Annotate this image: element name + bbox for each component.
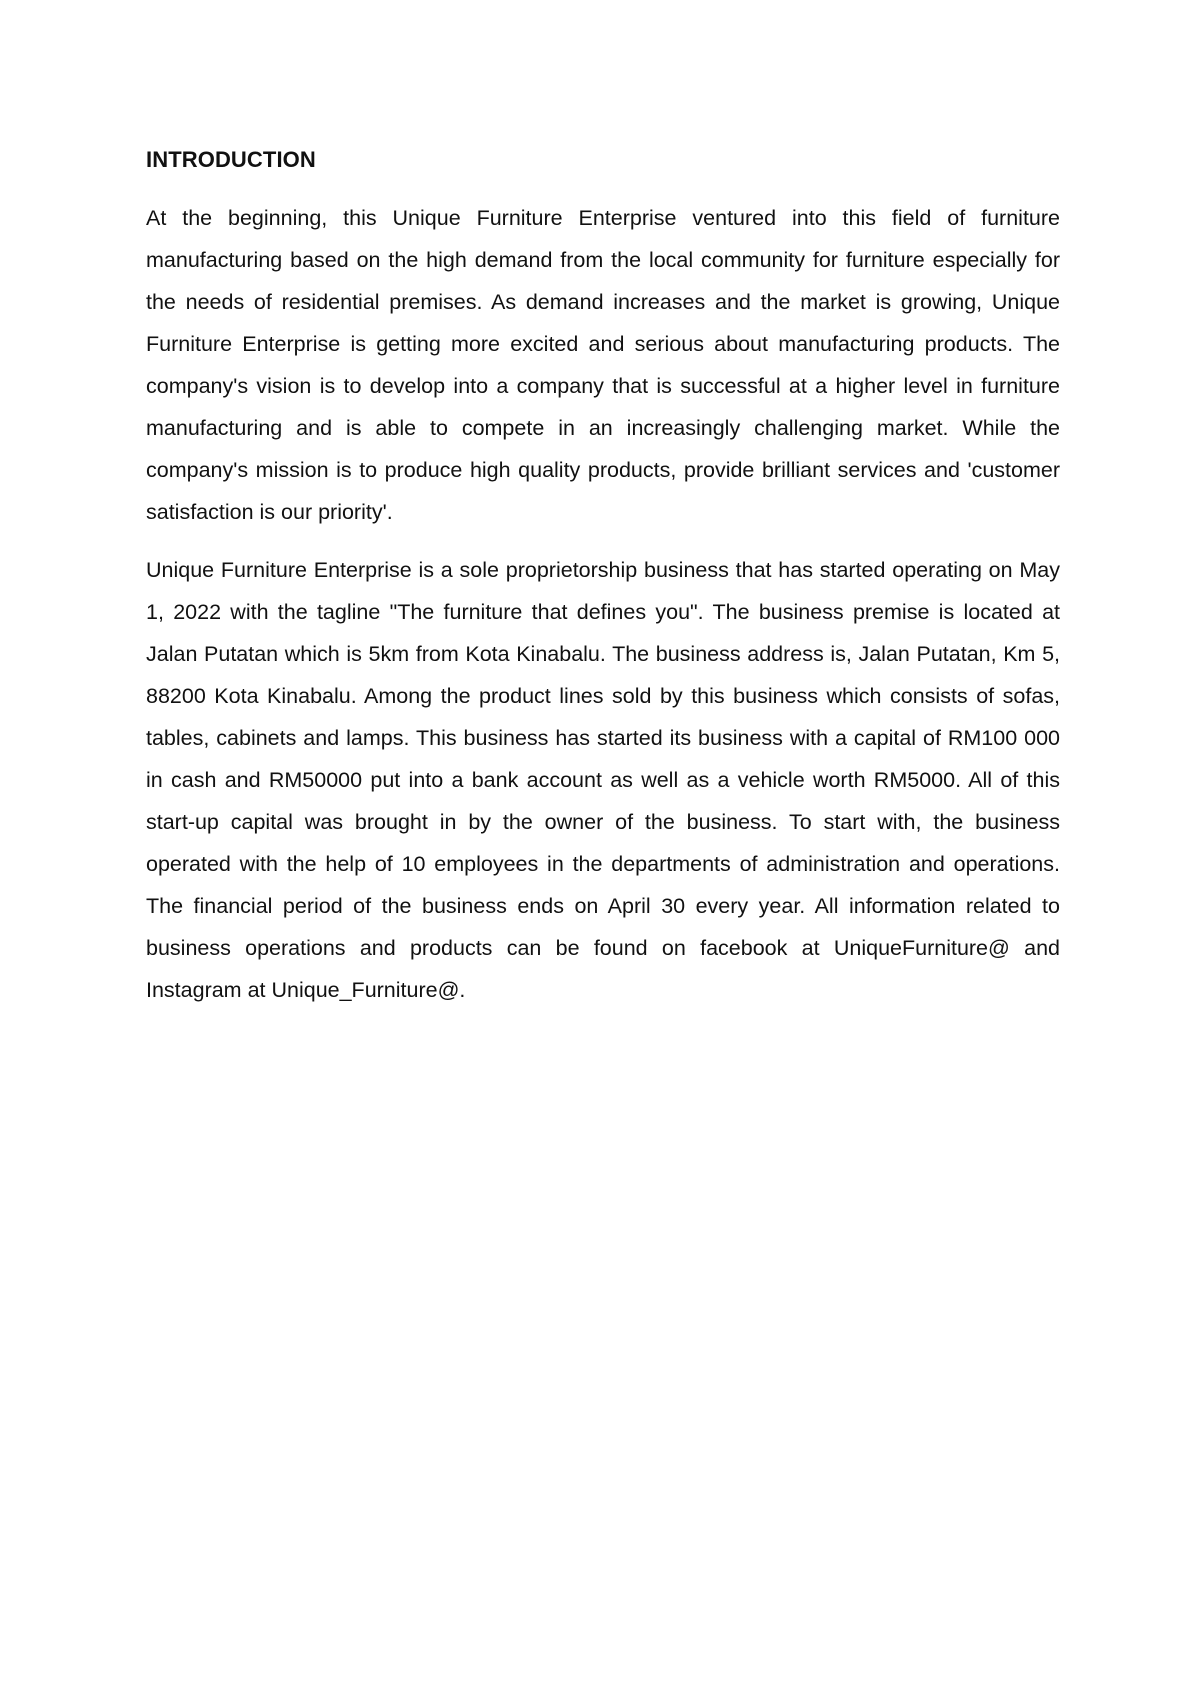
intro-paragraph-2: Unique Furniture Enterprise is a sole proprietorship business that has started operating on May 1, 2022 with the tagline "The furniture that defines you". The business premise is located at Jalan Putatan which is 5km from Kota Kinabalu. The business address is, Jalan Putatan, Km 5, 88200 Kota Kinabalu. Among the product lines sold by this business which consists of sofas, tables, cabinets and lamps. This business has started its business with a capital of RM100 000 in cash and RM50000 put into a bank account as well as a vehicle worth RM5000. All of this start-up capital was brought in by the owner of the business. To start with, the business operated with the help of 10 employees in the departments of administration and operations. The financial period of the business ends on April 30 every year. All information related to business operations and products can be found on facebook at UniqueFurniture@ and Instagram at Unique_Furniture@.: [146, 558, 1060, 1002]
section-heading: INTRODUCTION: [146, 147, 316, 172]
intro-paragraph-1: At the beginning, this Unique Furniture Enterprise ventured into this field of furniture manufacturing based on the high demand from the local community for furniture especially for the needs of residential premises. As demand increases and the market is growing, Unique Furniture Enterprise is getting more excited and serious about manufacturing products. The company's vision is to develop into a company that is successful at a higher level in furniture manufacturing and is able to compete in an increasingly challenging market. While the company's mission is to produce high quality products, provide brilliant services and 'customer satisfaction is our priority'.: [146, 206, 1060, 524]
document-body: [146, 143, 1060, 1027]
